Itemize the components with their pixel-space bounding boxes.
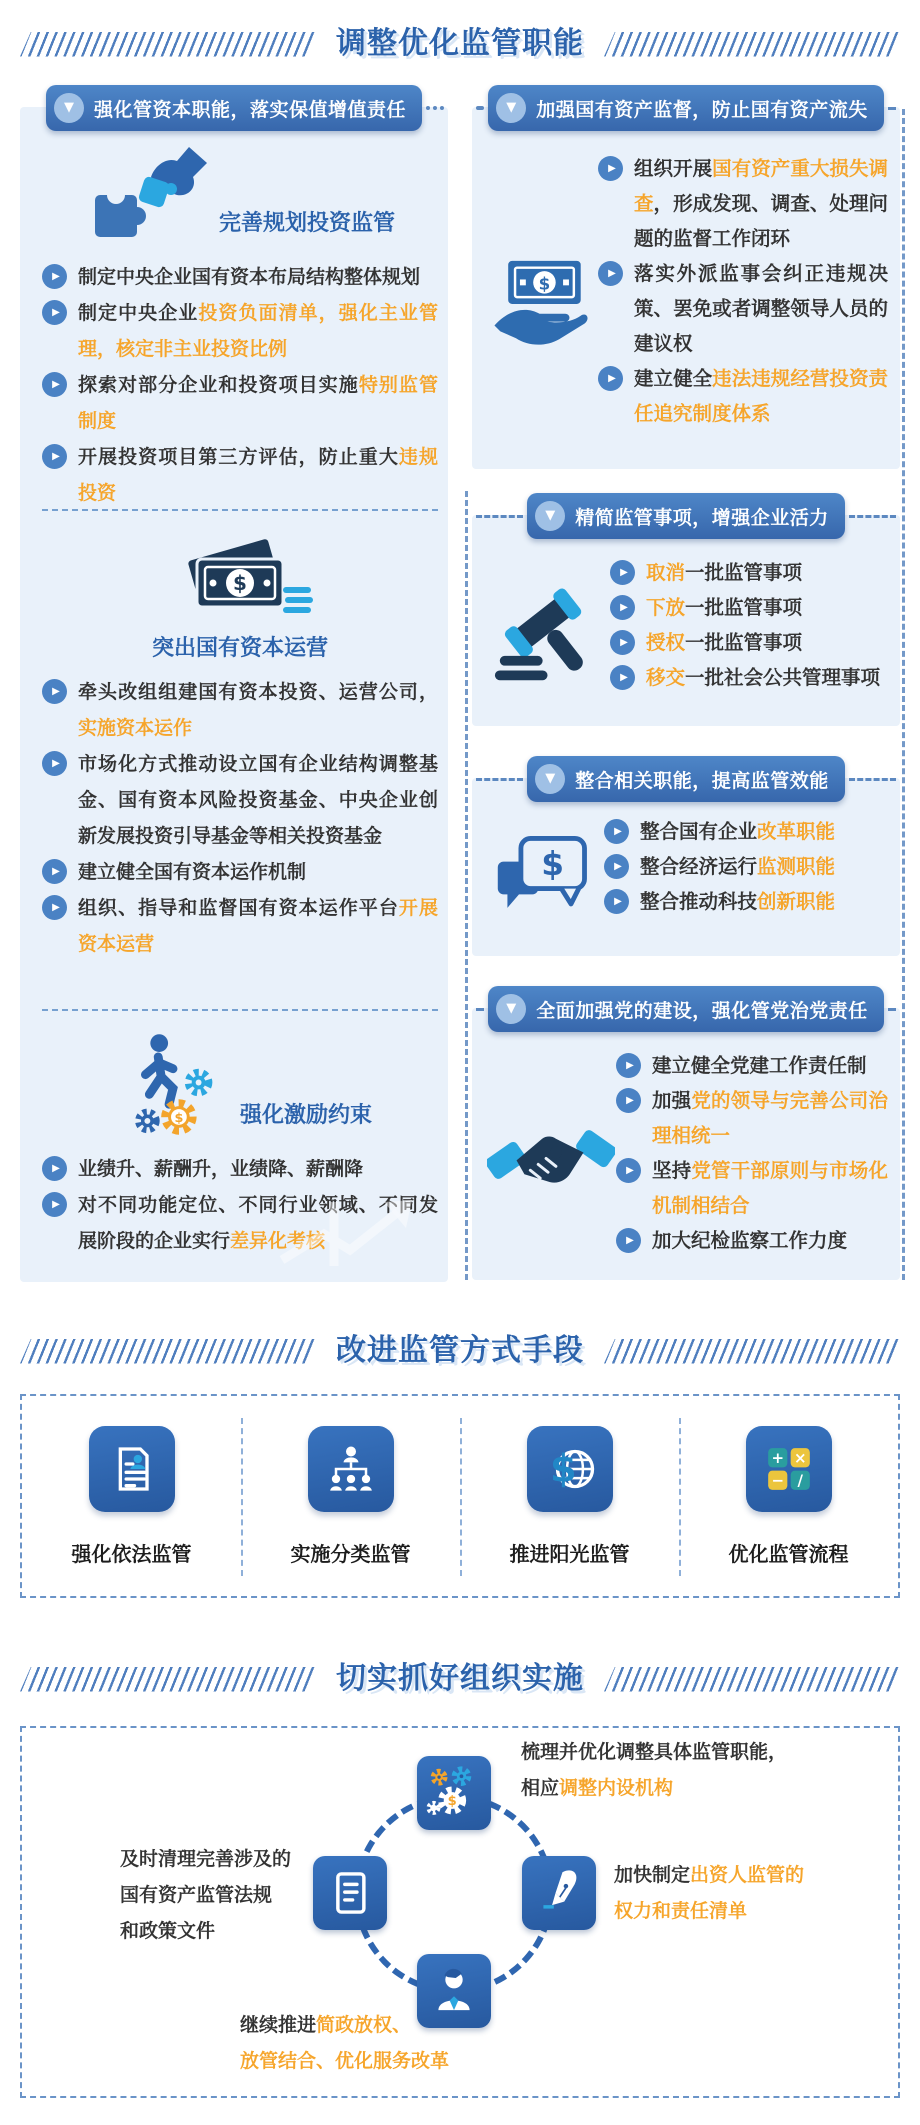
plain-text: 牵头改组组建国有资本投资、运营公司， <box>78 681 438 703</box>
box-panel <box>472 107 900 469</box>
bullet-point-icon: ▶ <box>42 444 67 469</box>
node-text-reform <box>240 2007 449 2079</box>
bullet-item <box>598 151 888 256</box>
hatch-bar <box>20 1667 316 1692</box>
node-text-clean-regulations <box>120 1841 291 1949</box>
dashed-connector <box>476 778 523 781</box>
dashed-connector <box>888 1008 896 1011</box>
document-icon <box>313 1856 387 1930</box>
plain-text: 组织开展 <box>634 157 713 180</box>
bullet-point-icon: ▶ <box>610 665 635 690</box>
plain-text: 国有资产监管法规 <box>120 1884 273 1906</box>
right-column <box>472 85 900 1282</box>
text-line <box>614 1893 804 1929</box>
bullet-list <box>42 259 438 511</box>
box-header: 整合相关职能，提高监管效能 <box>575 769 829 792</box>
highlight-text: 党管干部原则与市场化机制相结合 <box>652 1159 888 1217</box>
left-panel <box>20 107 448 1282</box>
bullet-point-icon: ▶ <box>598 156 623 181</box>
text-line <box>614 1857 804 1893</box>
bullet-point-icon: ▶ <box>610 595 635 620</box>
section1-title-band <box>20 25 900 63</box>
text-line <box>120 1877 291 1913</box>
bullet-point-icon: ▶ <box>598 261 623 286</box>
law-document-icon <box>89 1426 175 1512</box>
method-item-process <box>679 1426 898 1596</box>
plain-text: 加快制定 <box>614 1864 691 1886</box>
triangle-down-icon: ▼ <box>535 501 565 531</box>
plain-text: 建立健全党建工作责任制 <box>652 1054 867 1077</box>
section1-columns <box>20 85 900 1282</box>
bullet-point-icon: ▶ <box>42 1156 67 1181</box>
plain-text: 组织、指导和监督国有资本运作平台 <box>78 897 399 919</box>
bullet-point-icon: ▶ <box>610 560 635 585</box>
box-party-building <box>472 986 900 1280</box>
bullet-item <box>616 1223 888 1258</box>
bullet-point-icon: ▶ <box>604 889 629 914</box>
svg-text:−: − <box>770 1471 784 1490</box>
hatch-bar <box>604 1667 900 1692</box>
subsection-title: 强化激励约束 <box>239 1103 372 1128</box>
bullet-text <box>646 561 802 584</box>
dotted-connector <box>476 106 484 110</box>
bullet-point-icon: ▶ <box>42 1192 67 1217</box>
box-header-pill <box>527 493 845 539</box>
highlight-text: 差异化考核 <box>230 1230 326 1252</box>
bullet-point-icon: ▶ <box>598 366 623 391</box>
bullet-item <box>604 814 888 849</box>
globe-dollar-icon <box>527 1426 613 1512</box>
methods-box <box>20 1394 900 1598</box>
bullet-text <box>652 1089 888 1147</box>
svg-text:+: + <box>770 1449 784 1468</box>
dashed-connector <box>888 107 896 110</box>
bullet-item <box>598 361 888 431</box>
dashed-connector <box>476 1008 484 1011</box>
plain-text: 整合推动科技 <box>640 890 758 913</box>
method-item-sunshine <box>460 1426 679 1596</box>
plain-text: 开展投资项目第三方评估，防止重大 <box>78 446 399 468</box>
section2-title: 改进监管方式手段 <box>336 1333 584 1368</box>
left-panel-header-pill <box>46 85 422 131</box>
climb-gears-icon <box>108 1031 236 1139</box>
bullet-item <box>598 256 888 361</box>
bullet-item <box>42 746 438 854</box>
bullet-point-icon: ▶ <box>616 1088 641 1113</box>
subsection-capital-operation <box>42 509 438 1009</box>
calculator-icon <box>746 1426 832 1512</box>
dotted-connector <box>426 106 444 110</box>
highlight-text: 特别监管制度 <box>78 374 438 432</box>
bullet-item <box>42 259 438 295</box>
bullet-text <box>78 1158 363 1180</box>
bullet-text <box>78 374 438 432</box>
bullet-item <box>604 849 888 884</box>
text-line <box>240 2043 449 2079</box>
bullet-point-icon: ▶ <box>42 895 67 920</box>
plain-text: 加大纪检监察工作力度 <box>652 1229 848 1252</box>
bullet-text <box>652 1159 888 1217</box>
banknotes-icon <box>165 529 315 625</box>
triangle-down-icon: ▼ <box>496 93 526 123</box>
bullet-point-icon: ▶ <box>604 819 629 844</box>
bullet-item <box>42 1151 438 1187</box>
plain-text: 继续推进 <box>240 2014 317 2036</box>
box-panel <box>472 778 900 956</box>
bullet-text <box>646 666 880 689</box>
method-item-classified <box>241 1426 460 1596</box>
highlight-text: 改革职能 <box>757 820 836 843</box>
box-panel <box>472 1008 900 1280</box>
box-header: 加强国有资产监督，防止国有资产流失 <box>536 98 868 121</box>
subsection-head <box>42 143 438 247</box>
bullet-list <box>598 151 888 453</box>
svg-text:$: $ <box>233 571 247 595</box>
text-line <box>521 1734 787 1770</box>
bullet-text <box>652 1054 867 1077</box>
method-label: 强化依法监管 <box>71 1542 192 1566</box>
highlight-text: 调整内设机构 <box>559 1777 674 1799</box>
svg-text:$: $ <box>174 1110 184 1126</box>
plain-text: 一批监管事项 <box>685 561 803 584</box>
pill-row <box>472 756 900 802</box>
plain-text: 一批监管事项 <box>685 596 803 619</box>
plain-text: 加强 <box>652 1089 692 1112</box>
bullet-text <box>640 855 835 878</box>
svg-text:$: $ <box>447 1794 457 1810</box>
bullet-text <box>78 302 438 360</box>
method-label: 推进阳光监管 <box>509 1542 630 1566</box>
triangle-down-icon: ▼ <box>535 764 565 794</box>
svg-text:/: / <box>797 1471 803 1490</box>
bullet-text <box>78 753 438 847</box>
plain-text: 市场化方式推动设立国有企业结构调整基金、国有资本风险投资基金、中央企业创新发展投资引导基金等相关投资基金 <box>78 753 438 847</box>
bullet-item <box>610 555 888 590</box>
bullet-point-icon: ▶ <box>42 751 67 776</box>
highlight-text: 党的领导与完善公司治理相统一 <box>652 1089 888 1147</box>
plain-text: 一批社会公共管理事项 <box>685 666 881 689</box>
implementation-box <box>20 1726 900 2098</box>
bullet-point-icon: ▶ <box>42 372 67 397</box>
section3-title: 切实抓好组织实施 <box>336 1661 584 1696</box>
highlight-text: 下放 <box>646 596 686 619</box>
subsection-title: 突出国有资本运营 <box>151 636 328 661</box>
bullet-point-icon: ▶ <box>42 859 67 884</box>
subsection-head <box>42 529 438 662</box>
node-text-adjust-structure <box>521 1734 787 1806</box>
bullet-item <box>610 660 888 695</box>
section3-title-band <box>20 1660 900 1698</box>
box-header: 全面加强党的建设，强化管党治党责任 <box>536 999 868 1022</box>
triangle-down-icon: ▼ <box>54 93 84 123</box>
bullet-item <box>604 884 888 919</box>
puzzle-hand-icon <box>85 143 215 247</box>
gavel-icon <box>486 555 610 710</box>
text-line <box>120 1913 291 1949</box>
bullet-text <box>646 631 802 654</box>
svg-text:$: $ <box>541 845 565 884</box>
bullet-text <box>78 266 420 288</box>
plain-text: 建立健全 <box>634 367 713 390</box>
box-header: 精简监管事项，增强企业活力 <box>575 506 829 529</box>
plain-text: 整合国有企业 <box>640 820 758 843</box>
hand-money-icon <box>486 151 598 453</box>
hatch-bar <box>604 1339 900 1364</box>
bullet-text <box>78 681 438 739</box>
bullet-item <box>42 674 438 746</box>
bullet-item <box>610 590 888 625</box>
text-line <box>120 1841 291 1877</box>
plain-text: 一批监管事项 <box>685 631 803 654</box>
trend-arrow-watermark-icon <box>272 1194 422 1278</box>
bullet-point-icon: ▶ <box>604 854 629 879</box>
bullet-item <box>42 367 438 439</box>
triangle-down-icon: ▼ <box>496 994 526 1024</box>
left-panel-header: 强化管资本职能，落实保值增值责任 <box>94 98 407 121</box>
bullet-text <box>646 596 802 619</box>
left-pill-row <box>20 85 448 131</box>
method-label: 实施分类监管 <box>290 1542 411 1566</box>
plain-text: 对不同功能定位、不同行业领域、不同发展阶段的企业实行 <box>78 1194 438 1252</box>
highlight-text: 移交 <box>646 666 686 689</box>
bullet-item <box>616 1048 888 1083</box>
svg-text:$: $ <box>538 274 551 294</box>
bullet-list <box>604 814 888 940</box>
org-chart-icon <box>308 1426 394 1512</box>
subsection-planning-supervision <box>42 137 438 509</box>
plain-text: 相应 <box>521 1777 560 1799</box>
bullet-point-icon: ▶ <box>42 264 67 289</box>
hatch-bar <box>20 1339 316 1364</box>
highlight-text: 违法违规经营投资责任追究制度体系 <box>634 367 888 425</box>
bullet-item <box>42 439 438 511</box>
plain-text: 坚持 <box>652 1159 692 1182</box>
bullet-point-icon: ▶ <box>616 1158 641 1183</box>
highlight-text: 取消 <box>646 561 686 584</box>
subsection-head <box>42 1031 438 1139</box>
box-header-pill <box>527 756 845 802</box>
highlight-text: 开展资本运营 <box>78 897 438 955</box>
bullet-text <box>640 890 835 913</box>
bullet-point-icon: ▶ <box>42 300 67 325</box>
plain-text: 和政策文件 <box>120 1920 216 1942</box>
plain-text: 梳理并优化调整具体监管职能， <box>521 1741 788 1763</box>
box-header-pill <box>488 85 884 131</box>
pill-row <box>472 986 900 1032</box>
handshake-icon <box>486 1048 616 1264</box>
dashed-connector <box>849 778 896 781</box>
bullet-point-icon: ▶ <box>610 630 635 655</box>
bullet-text <box>78 897 438 955</box>
pill-row <box>472 493 900 539</box>
plain-text: 落实外派监事会纠正违规决策、罢免或者调整领导人员的建议权 <box>634 262 888 355</box>
text-line <box>240 2007 449 2043</box>
plain-text: ，形成发现、调查、处理问题的监督工作闭环 <box>634 192 888 250</box>
method-item-law <box>22 1426 241 1596</box>
bullet-text <box>652 1229 847 1252</box>
plain-text: 制定中央企业 <box>78 302 199 324</box>
bullet-item <box>42 890 438 962</box>
box-panel <box>472 515 900 726</box>
bullet-item <box>42 295 438 367</box>
bullet-text <box>640 820 835 843</box>
box-streamline-items <box>472 493 900 726</box>
dashed-connector <box>476 515 523 518</box>
highlight-text: 国有资产重大损失调查 <box>634 157 888 215</box>
plain-text: 及时清理完善涉及的 <box>120 1848 292 1870</box>
highlight-text: 出资人监管的 <box>690 1864 805 1886</box>
bullet-text <box>634 367 888 425</box>
subsection-title: 完善规划投资监管 <box>218 211 395 236</box>
chat-dollar-icon <box>486 814 604 940</box>
plain-text: 建立健全国有资本运作机制 <box>78 861 307 883</box>
highlight-text: 放管结合、优化服务改革 <box>240 2050 450 2072</box>
bullet-text <box>78 861 306 883</box>
highlight-text: 监测职能 <box>757 855 836 878</box>
highlight-text: 授权 <box>646 631 686 654</box>
bullet-text <box>78 446 438 504</box>
svg-text:×: × <box>793 1449 807 1468</box>
bullet-list <box>616 1048 888 1264</box>
plain-text: 整合经济运行 <box>640 855 758 878</box>
bullet-text <box>634 262 888 355</box>
plain-text: 制定中央企业国有资本布局结构整体规划 <box>78 266 421 288</box>
bullet-list <box>42 674 438 962</box>
bullet-item <box>616 1153 888 1223</box>
hatch-bar <box>604 32 900 57</box>
gears-icon <box>417 1756 491 1830</box>
pen-icon <box>522 1856 596 1930</box>
section1-title: 调整优化监管职能 <box>336 26 584 61</box>
highlight-text: 投资负面清单，强化主业管理，核定非主业投资比例 <box>78 302 438 360</box>
highlight-text: 简政放权、 <box>316 2014 412 2036</box>
highlight-text: 实施资本运作 <box>78 717 193 739</box>
dashed-connector <box>849 515 896 518</box>
bullet-item <box>616 1083 888 1153</box>
highlight-text: 权力和责任清单 <box>614 1900 748 1922</box>
svg-text:$: $ <box>549 1446 577 1492</box>
bullet-item <box>610 625 888 660</box>
plain-text: 业绩升、薪酬升，业绩降、薪酬降 <box>78 1158 364 1180</box>
text-line <box>521 1770 787 1806</box>
highlight-text: 违规投资 <box>78 446 438 504</box>
bullet-text <box>634 157 888 250</box>
bullet-point-icon: ▶ <box>42 679 67 704</box>
left-column <box>20 85 448 1282</box>
node-text-investor-list <box>614 1857 804 1929</box>
plain-text: 探索对部分企业和投资项目实施 <box>78 374 359 396</box>
box-header-pill <box>488 986 884 1032</box>
bullet-point-icon: ▶ <box>616 1053 641 1078</box>
highlight-text: 创新职能 <box>757 890 836 913</box>
box-integrate-functions <box>472 756 900 956</box>
bullet-item <box>42 854 438 890</box>
method-label: 优化监管流程 <box>728 1542 849 1566</box>
box-asset-supervision <box>472 85 900 469</box>
pill-row <box>472 85 900 131</box>
bullet-list <box>610 555 888 710</box>
hatch-bar <box>20 32 316 57</box>
bullet-point-icon: ▶ <box>616 1228 641 1253</box>
section2-title-band <box>20 1332 900 1370</box>
